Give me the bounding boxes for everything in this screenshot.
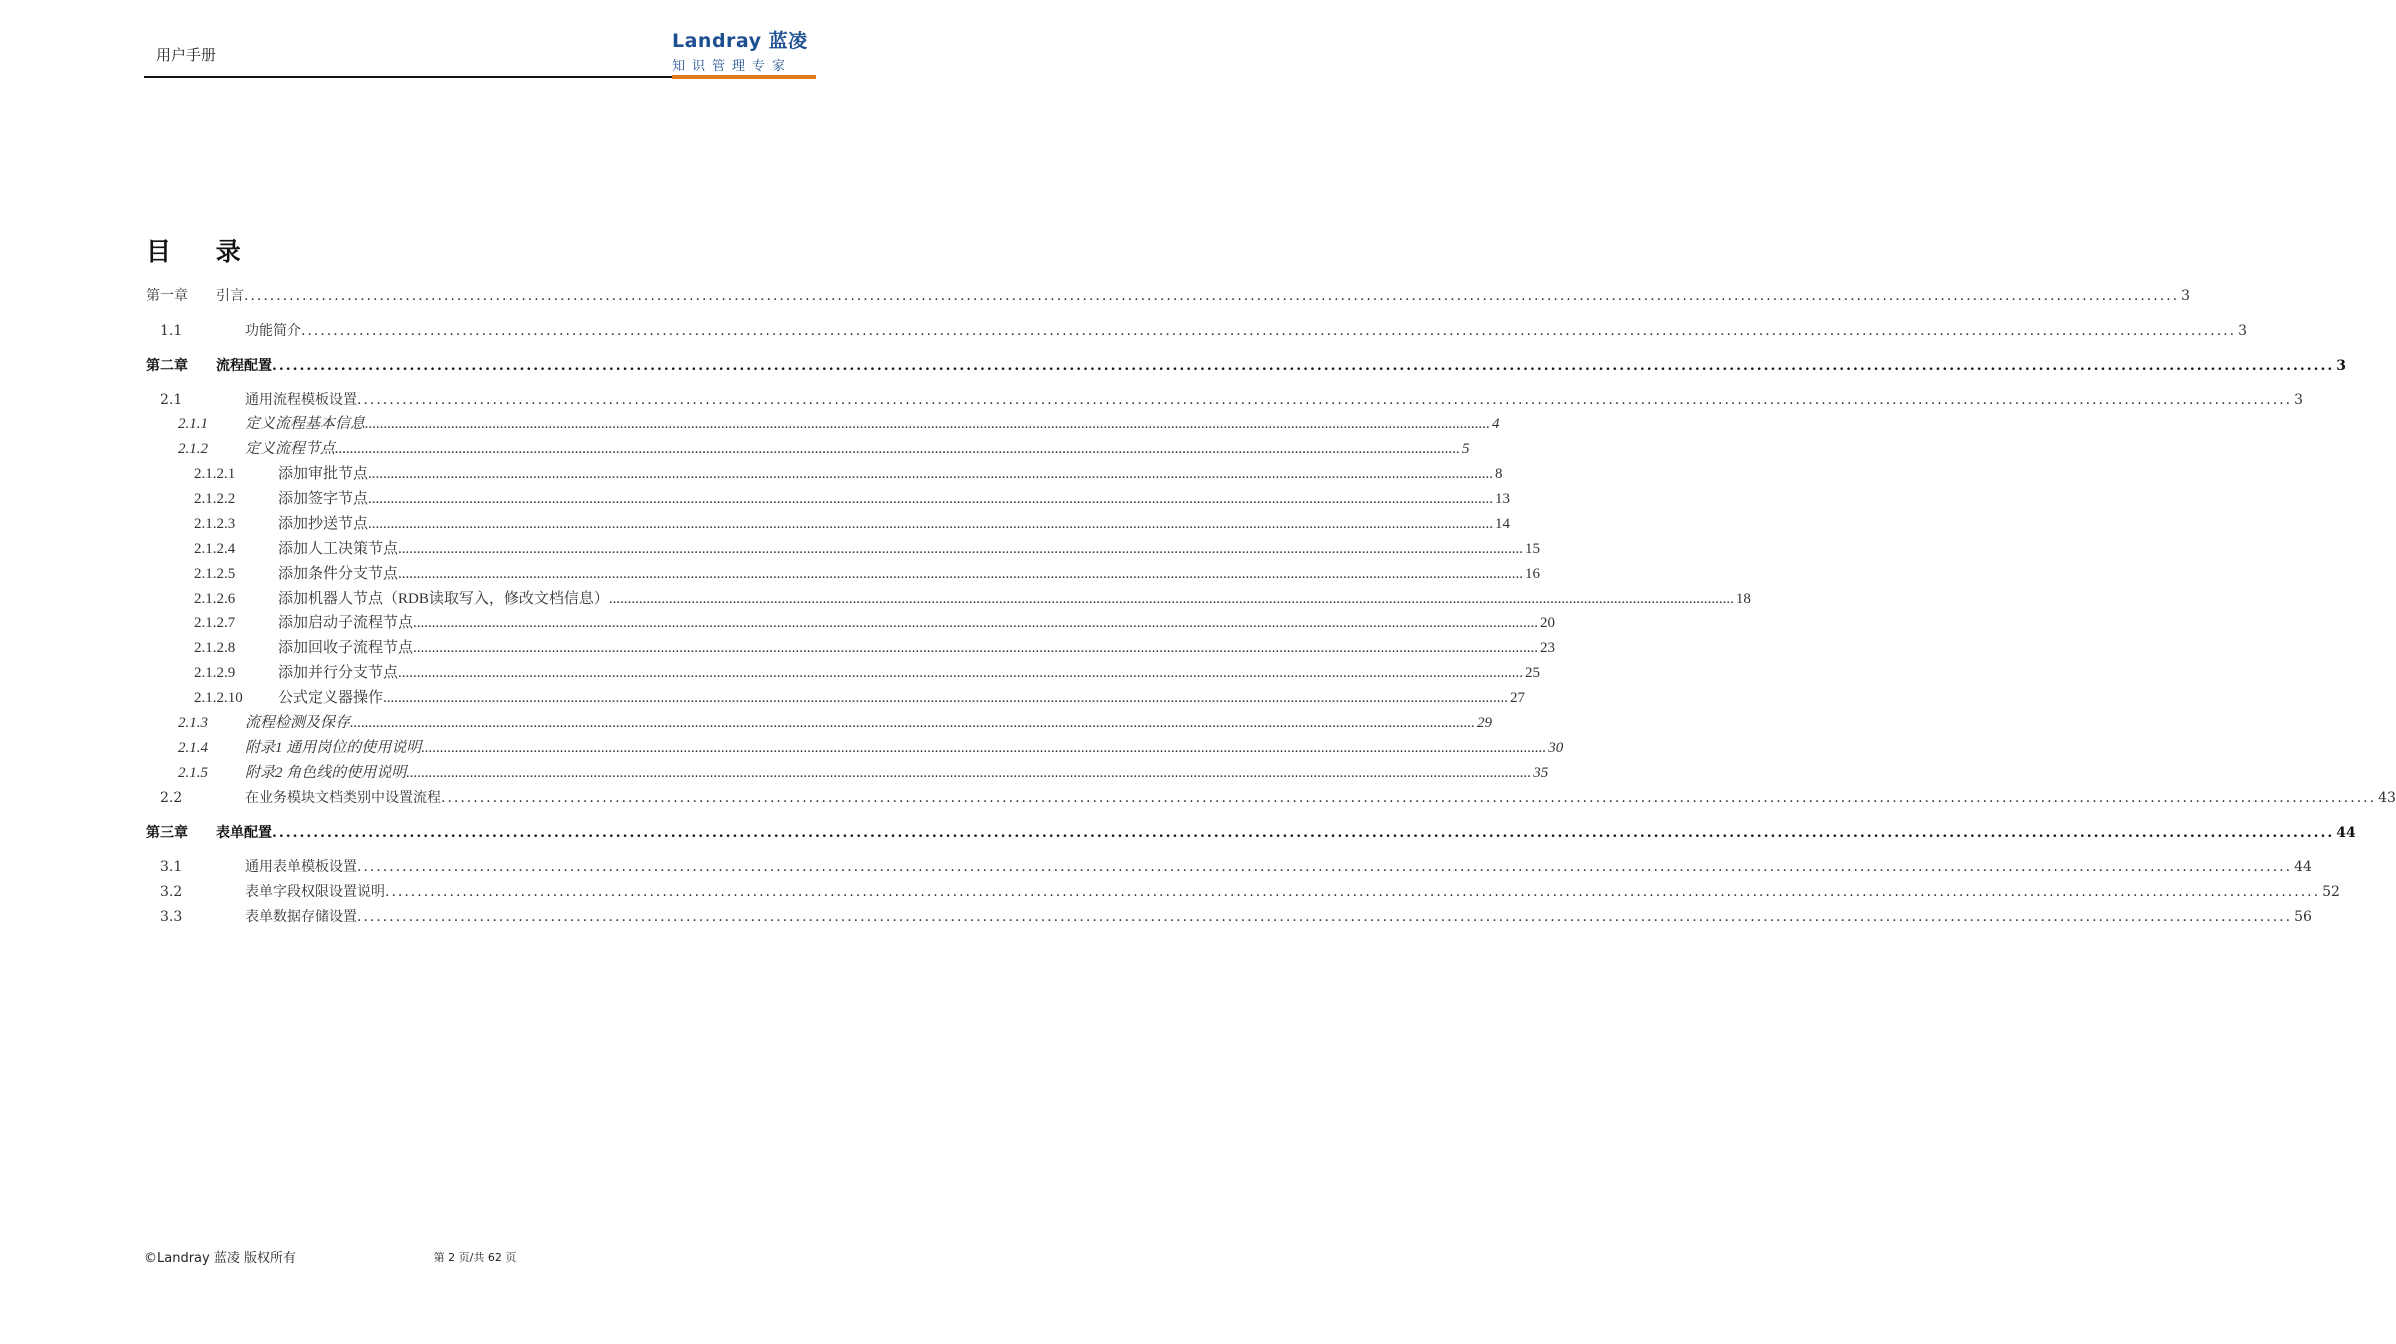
toc-dot-leader: ............................................................................................................................................................................................................................................................................................................ xyxy=(357,909,2293,925)
toc-entry-title: 引言 xyxy=(216,288,244,304)
toc-entry-number: 2.1.5 xyxy=(178,765,208,781)
toc-entry-title: 公式定义器操作 xyxy=(278,690,384,706)
toc-dot-leader: ............................................................................................................................................................................................................................................................................................................ xyxy=(365,416,1491,432)
toc-entry-number: 2.1.2.4 xyxy=(194,541,236,557)
toc-entry-number: 3.2 xyxy=(160,884,183,900)
header-accent-bar xyxy=(672,75,816,79)
toc-dot-leader: ............................................................................................................................................................................................................................................................................................................ xyxy=(301,323,2237,339)
toc-dot-leader: ............................................................................................................................................................................................................................................................................................................ xyxy=(441,790,2377,806)
toc-entry-number: 2.1.3 xyxy=(178,715,208,731)
toc-dot-leader: ............................................................................................................................................................................................................................................................................................................ xyxy=(357,859,2293,875)
toc-entry-title: 在业务模块文档类别中设置流程 xyxy=(245,790,441,806)
logo-brand-text: Landray 蓝凌 xyxy=(672,30,808,52)
logo-subtitle: 知识管理专家 xyxy=(672,59,793,74)
toc-heading: 目 录 xyxy=(146,237,259,266)
toc-entry-page: 35 xyxy=(1533,765,1549,781)
toc-entry-number: 2.1.2 xyxy=(178,441,208,457)
toc-entry-number: 3.1 xyxy=(160,859,183,875)
toc-entry[interactable] xyxy=(0,389,2303,411)
toc-dot-leader: ............................................................................................................................................................................................................................................................................................................ xyxy=(398,665,1524,681)
toc-entry-page: 23 xyxy=(1540,640,1556,656)
toc-entry-number: 第三章 xyxy=(146,825,188,841)
toc-entry-page: 3 xyxy=(2181,288,2190,304)
toc-entry[interactable] xyxy=(0,320,2247,342)
toc-entry-title: 添加条件分支节点 xyxy=(278,566,399,582)
toc-entry-title: 表单字段权限设置说明 xyxy=(245,884,385,900)
toc-dot-leader: ............................................................................................................................................................................................................................................................................................................ xyxy=(421,740,1547,756)
toc-entry-page: 8 xyxy=(1495,466,1503,482)
toc-entry-title: 附录2 角色线的使用说明 xyxy=(245,765,407,781)
toc-entry-page: 25 xyxy=(1525,665,1541,681)
toc-entry-page: 30 xyxy=(1548,740,1564,756)
toc-dot-leader: ............................................................................................................................................................................................................................................................................................................ xyxy=(398,566,1524,582)
toc-entry-number: 2.1.1 xyxy=(178,416,208,432)
toc-entry-page: 27 xyxy=(1510,690,1526,706)
toc-dot-leader: ............................................................................................................................................................................................................................................................................................................ xyxy=(357,392,2293,408)
toc-entry-title: 定义流程基本信息 xyxy=(245,416,366,432)
toc-entry-number: 2.1.2.3 xyxy=(194,516,236,532)
toc-entry[interactable] xyxy=(0,588,1751,610)
toc-entry-number: 2.1.2.5 xyxy=(194,566,236,582)
toc-dot-leader: ............................................................................................................................................................................................................................................................................................................ xyxy=(406,765,1532,781)
toc-dot-leader: ............................................................................................................................................................................................................................................................................................................ xyxy=(608,591,1734,607)
toc-entry[interactable] xyxy=(0,285,2190,307)
toc-entry-number: 第二章 xyxy=(146,358,188,374)
toc-entry-page: 43 xyxy=(2378,790,2396,806)
toc-entry-number: 2.1.2.2 xyxy=(194,491,236,507)
toc-entry-number: 2.2 xyxy=(160,790,183,806)
toc-dot-leader: ............................................................................................................................................................................................................................................................................................................ xyxy=(398,541,1524,557)
toc-entry-page: 3 xyxy=(2238,323,2247,339)
toc-entry-page: 5 xyxy=(1462,441,1470,457)
toc-entry-number: 2.1.2.1 xyxy=(194,466,236,482)
toc-entry-page: 13 xyxy=(1495,491,1511,507)
toc-entry[interactable] xyxy=(0,538,1541,560)
toc-entry-title: 流程配置 xyxy=(216,358,272,374)
toc-dot-leader: ............................................................................................................................................................................................................................................................................................................ xyxy=(413,615,1539,631)
toc-entry-title: 添加并行分支节点 xyxy=(278,665,399,681)
toc-entry[interactable] xyxy=(0,463,1503,485)
toc-entry-title: 定义流程节点 xyxy=(245,441,336,457)
footer-copyright: ©Landray 蓝凌 版权所有 xyxy=(144,1251,296,1266)
toc-dot-leader: ............................................................................................................................................................................................................................................................................................................ xyxy=(368,466,1494,482)
toc-entry[interactable] xyxy=(0,787,2396,809)
toc-entry[interactable] xyxy=(0,762,1549,784)
toc-entry-page: 3 xyxy=(2336,358,2346,374)
toc-entry[interactable] xyxy=(0,662,1541,684)
footer-page-info: 第 2 页/共 62 页 xyxy=(433,1251,517,1264)
toc-entry-number: 2.1.2.9 xyxy=(194,665,236,681)
toc-entry-page: 20 xyxy=(1540,615,1556,631)
toc-entry-page: 44 xyxy=(2336,825,2356,841)
toc-entry-page: 29 xyxy=(1477,715,1493,731)
toc-entry-page: 44 xyxy=(2294,859,2312,875)
toc-entry[interactable] xyxy=(0,563,1541,585)
toc-entry-number: 2.1.4 xyxy=(178,740,208,756)
toc-entry[interactable] xyxy=(0,856,2312,878)
toc-dot-leader: ............................................................................................................................................................................................................................................................................................................ xyxy=(383,690,1509,706)
toc-entry-title: 添加回收子流程节点 xyxy=(278,640,414,656)
toc-entry[interactable] xyxy=(0,612,1556,634)
toc-entry[interactable] xyxy=(0,513,1511,535)
toc-entry-title: 表单配置 xyxy=(216,825,272,841)
toc-entry-title: 通用流程模板设置 xyxy=(245,392,357,408)
toc-entry-number: 2.1.2.7 xyxy=(194,615,236,631)
toc-entry-page: 15 xyxy=(1525,541,1541,557)
toc-entry-number: 2.1 xyxy=(160,392,183,408)
toc-entry-number: 2.1.2.6 xyxy=(194,591,236,607)
toc-dot-leader: ............................................................................................................................................................................................................................................................................................................ xyxy=(413,640,1539,656)
toc-dot-leader: ............................................................................................................................................................................................................................................................................................................ xyxy=(350,715,1476,731)
toc-dot-leader: ............................................................................................................................................................................................................................................................................................................ xyxy=(244,288,2180,304)
toc-dot-leader: ............................................................................................................................................................................................................................................................................................................ xyxy=(368,516,1494,532)
toc-entry-title: 功能简介 xyxy=(245,323,301,339)
toc-entry[interactable] xyxy=(0,687,1526,709)
toc-entry-title: 附录1 通用岗位的使用说明 xyxy=(245,740,422,756)
toc-entry-number: 3.3 xyxy=(160,909,183,925)
toc-dot-leader: ............................................................................................................................................................................................................................................................................................................ xyxy=(385,884,2321,900)
toc-entry-number: 第一章 xyxy=(146,288,188,304)
toc-entry-page: 14 xyxy=(1495,516,1511,532)
toc-dot-leader: ............................................................................................................................................................................................................................................................................................................ xyxy=(368,491,1494,507)
toc-entry-title: 添加机器人节点（RDB读取写入，修改文档信息） xyxy=(278,591,609,607)
toc-entry-page: 52 xyxy=(2322,884,2340,900)
toc-entry[interactable] xyxy=(0,637,1556,659)
landray-logo xyxy=(672,26,817,74)
toc-entry-title: 通用表单模板设置 xyxy=(245,859,357,875)
toc-entry[interactable] xyxy=(0,881,2340,903)
toc-entry[interactable] xyxy=(0,355,2346,377)
toc-entry-number: 2.1.2.10 xyxy=(194,690,243,706)
toc-entry-number: 1.1 xyxy=(160,323,183,339)
toc-entry[interactable] xyxy=(0,488,1511,510)
toc-dot-leader: ............................................................................................................................................................................................................................................................................................................ xyxy=(272,825,2335,841)
toc-entry[interactable] xyxy=(0,438,1470,460)
toc-entry-title: 添加人工决策节点 xyxy=(278,541,399,557)
toc-entry[interactable] xyxy=(0,413,1500,435)
toc-entry[interactable] xyxy=(0,906,2312,928)
toc-dot-leader: ............................................................................................................................................................................................................................................................................................................ xyxy=(272,358,2335,374)
toc-entry-page: 16 xyxy=(1525,566,1541,582)
toc-entry-title: 表单数据存储设置 xyxy=(245,909,357,925)
toc-entry-title: 添加审批节点 xyxy=(278,466,369,482)
toc-entry-title: 添加启动子流程节点 xyxy=(278,615,414,631)
document-title: 用户手册 xyxy=(156,46,217,64)
toc-entry-number: 2.1.2.8 xyxy=(194,640,236,656)
toc-entry-page: 56 xyxy=(2294,909,2312,925)
toc-entry-page: 4 xyxy=(1492,416,1500,432)
toc-entry-page: 18 xyxy=(1735,591,1751,607)
toc-entry[interactable] xyxy=(0,737,1564,759)
toc-entry-title: 添加抄送节点 xyxy=(278,516,369,532)
toc-entry-title: 流程检测及保存 xyxy=(245,715,351,731)
toc-entry-title: 添加签字节点 xyxy=(278,491,369,507)
toc-entry-page: 3 xyxy=(2294,392,2303,408)
toc-entry[interactable] xyxy=(0,822,2356,844)
toc-entry[interactable] xyxy=(0,712,1493,734)
toc-dot-leader: ............................................................................................................................................................................................................................................................................................................ xyxy=(335,441,1461,457)
